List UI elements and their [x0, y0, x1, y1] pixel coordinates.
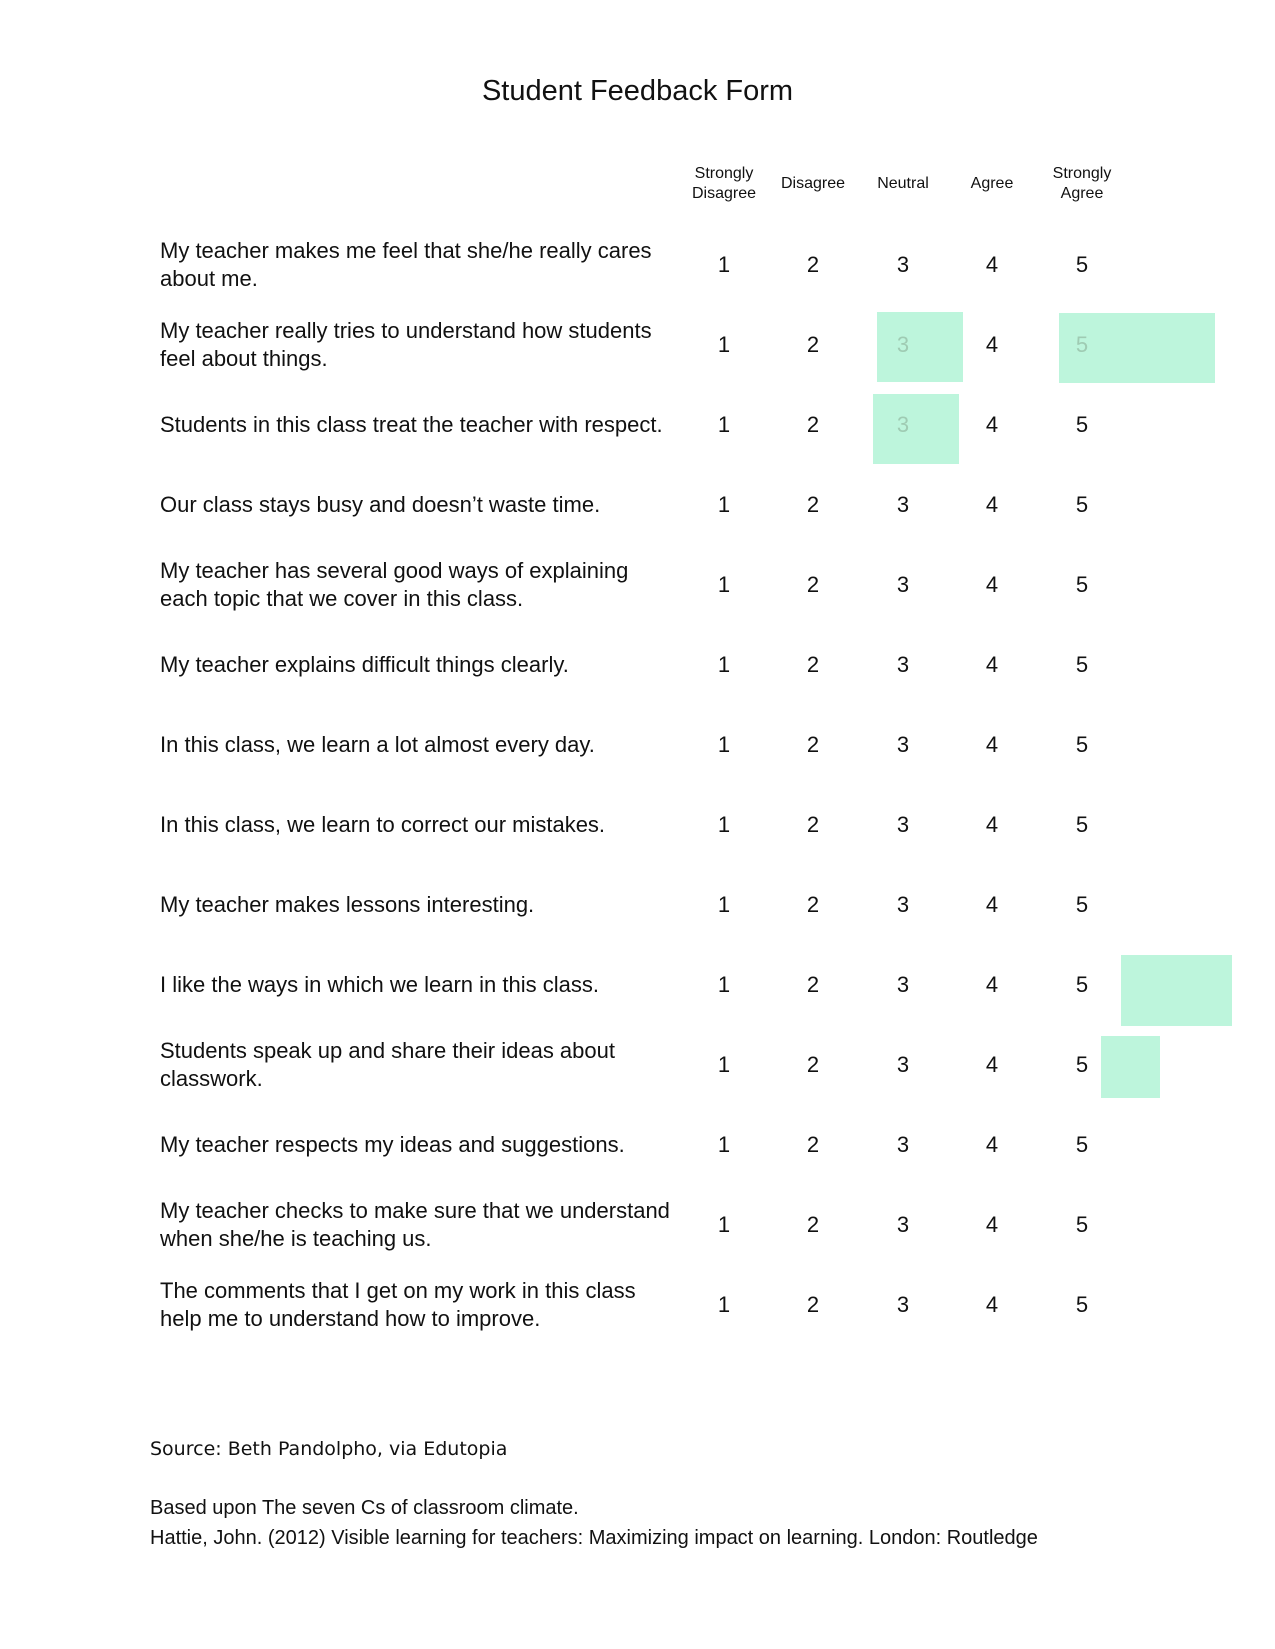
rating-option-strongly-agree[interactable]: 5: [1075, 892, 1089, 917]
rating-option-neutral[interactable]: 3: [896, 652, 910, 677]
rating-option-neutral[interactable]: 3: [896, 892, 910, 917]
rating-option-strongly-disagree[interactable]: 1: [717, 1212, 731, 1237]
feedback-item-row: [0, 395, 1275, 455]
page-title: Student Feedback Form: [481, 75, 794, 107]
rating-option-neutral[interactable]: 3: [896, 412, 910, 437]
rating-option-strongly-disagree[interactable]: 1: [717, 572, 731, 597]
item-statement: Students speak up and share their ideas about classwork.: [160, 1038, 615, 1091]
rating-option-strongly-agree[interactable]: 5: [1075, 652, 1089, 677]
item-statement: My teacher has several good ways of explaining each topic that we cover in this class.: [160, 558, 629, 611]
citation-line-1: Based upon The seven Cs of classroom climate.: [150, 1497, 579, 1519]
rating-option-disagree[interactable]: 2: [806, 572, 820, 597]
rating-option-agree[interactable]: 4: [985, 1132, 999, 1157]
rating-option-strongly-agree[interactable]: 5: [1075, 732, 1089, 757]
item-statement: I like the ways in which we learn in this class.: [160, 972, 599, 997]
rating-option-neutral[interactable]: 3: [896, 492, 910, 517]
rating-option-agree[interactable]: 4: [985, 1292, 999, 1317]
source-note: Source: Beth Pandolpho, via Edutopia: [150, 1438, 508, 1460]
item-statement: The comments that I get on my work in this class help me to understand how to improve.: [160, 1278, 636, 1331]
rating-option-strongly-disagree[interactable]: 1: [717, 972, 731, 997]
rating-option-disagree[interactable]: 2: [806, 972, 820, 997]
rating-option-strongly-agree[interactable]: 5: [1075, 1052, 1089, 1077]
rating-option-strongly-disagree[interactable]: 1: [717, 412, 731, 437]
rating-option-neutral[interactable]: 3: [896, 572, 910, 597]
item-statement: Our class stays busy and doesn’t waste time.: [160, 492, 601, 517]
rating-option-strongly-agree[interactable]: 5: [1075, 412, 1089, 437]
rating-option-neutral[interactable]: 3: [896, 812, 910, 837]
rating-option-disagree[interactable]: 2: [806, 1132, 820, 1157]
rating-option-neutral[interactable]: 3: [896, 332, 910, 357]
feedback-item-row: [0, 635, 1275, 695]
rating-option-neutral[interactable]: 3: [896, 1132, 910, 1157]
rating-option-neutral[interactable]: 3: [896, 252, 910, 277]
rating-option-strongly-disagree[interactable]: 1: [717, 332, 731, 357]
rating-option-neutral[interactable]: 3: [896, 732, 910, 757]
rating-option-disagree[interactable]: 2: [806, 732, 820, 757]
rating-option-neutral[interactable]: 3: [896, 1292, 910, 1317]
scale-label-disagree: Disagree: [780, 175, 846, 192]
rating-option-disagree[interactable]: 2: [806, 412, 820, 437]
item-statement: Students in this class treat the teacher with respect.: [160, 412, 663, 437]
rating-option-agree[interactable]: 4: [985, 972, 999, 997]
feedback-item-row: [0, 875, 1275, 935]
scale-label-neutral: Neutral: [877, 175, 929, 192]
rating-option-strongly-disagree[interactable]: 1: [717, 1132, 731, 1157]
rating-option-strongly-disagree[interactable]: 1: [717, 252, 731, 277]
rating-option-neutral[interactable]: 3: [896, 972, 910, 997]
rating-option-disagree[interactable]: 2: [806, 812, 820, 837]
rating-option-agree[interactable]: 4: [985, 332, 999, 357]
rating-option-agree[interactable]: 4: [985, 1052, 999, 1077]
item-statement: My teacher checks to make sure that we understand when she/he is teaching us.: [160, 1198, 670, 1251]
rating-option-strongly-disagree[interactable]: 1: [717, 492, 731, 517]
rating-option-strongly-agree[interactable]: 5: [1075, 1132, 1089, 1157]
feedback-item-row: [0, 795, 1275, 855]
rating-option-agree[interactable]: 4: [985, 652, 999, 677]
feedback-item-row: [0, 1035, 1275, 1095]
rating-option-disagree[interactable]: 2: [806, 1292, 820, 1317]
rating-option-strongly-disagree[interactable]: 1: [717, 812, 731, 837]
rating-option-strongly-disagree[interactable]: 1: [717, 652, 731, 677]
feedback-item-row: [0, 1195, 1275, 1255]
scale-label-agree: Agree: [970, 175, 1014, 192]
rating-option-strongly-agree[interactable]: 5: [1075, 252, 1089, 277]
rating-option-strongly-disagree[interactable]: 1: [717, 1292, 731, 1317]
feedback-item-row: [0, 475, 1275, 535]
rating-option-disagree[interactable]: 2: [806, 252, 820, 277]
rating-option-disagree[interactable]: 2: [806, 492, 820, 517]
rating-option-agree[interactable]: 4: [985, 492, 999, 517]
feedback-item-row: [0, 955, 1275, 1015]
rating-option-agree[interactable]: 4: [985, 812, 999, 837]
citation-line-2: Hattie, John. (2012) Visible learning for teachers: Maximizing impact on learning. London: Routledge: [150, 1527, 1038, 1549]
item-statement: My teacher explains difficult things clearly.: [160, 652, 569, 677]
rating-option-strongly-agree[interactable]: 5: [1075, 1212, 1089, 1237]
rating-option-strongly-disagree[interactable]: 1: [717, 892, 731, 917]
rating-option-strongly-agree[interactable]: 5: [1075, 332, 1089, 357]
feedback-item-row: [0, 1275, 1275, 1335]
rating-option-agree[interactable]: 4: [985, 732, 999, 757]
rating-option-strongly-agree[interactable]: 5: [1075, 972, 1089, 997]
feedback-item-row: [0, 715, 1275, 775]
rating-option-agree[interactable]: 4: [985, 892, 999, 917]
feedback-item-row: [0, 315, 1275, 375]
scale-label-strongly-agree: Strongly Agree: [1052, 165, 1112, 202]
item-statement: My teacher really tries to understand how students feel about things.: [160, 318, 652, 371]
feedback-item-row: [0, 235, 1275, 295]
citation: [150, 1493, 1038, 1553]
rating-option-neutral[interactable]: 3: [896, 1052, 910, 1077]
rating-option-strongly-agree[interactable]: 5: [1075, 492, 1089, 517]
rating-option-disagree[interactable]: 2: [806, 332, 820, 357]
rating-option-disagree[interactable]: 2: [806, 892, 820, 917]
rating-option-neutral[interactable]: 3: [896, 1212, 910, 1237]
item-statement: In this class, we learn to correct our mistakes.: [160, 812, 606, 837]
rating-option-disagree[interactable]: 2: [806, 1212, 820, 1237]
item-statement: In this class, we learn a lot almost every day.: [160, 732, 595, 757]
scale-label-strongly-disagree: Strongly Disagree: [691, 165, 757, 202]
rating-option-strongly-disagree[interactable]: 1: [717, 1052, 731, 1077]
feedback-item-row: [0, 555, 1275, 615]
item-statement: My teacher respects my ideas and suggestions.: [160, 1132, 625, 1157]
rating-option-agree[interactable]: 4: [985, 572, 999, 597]
feedback-item-row: [0, 1115, 1275, 1175]
rating-option-strongly-agree[interactable]: 5: [1075, 1292, 1089, 1317]
rating-option-strongly-agree[interactable]: 5: [1075, 572, 1089, 597]
rating-option-disagree[interactable]: 2: [806, 1052, 820, 1077]
rating-option-disagree[interactable]: 2: [806, 652, 820, 677]
rating-option-agree[interactable]: 4: [985, 252, 999, 277]
item-statement: My teacher makes me feel that she/he really cares about me.: [160, 238, 652, 291]
rating-option-strongly-agree[interactable]: 5: [1075, 812, 1089, 837]
item-statement: My teacher makes lessons interesting.: [160, 892, 535, 917]
rating-option-agree[interactable]: 4: [985, 412, 999, 437]
rating-option-agree[interactable]: 4: [985, 1212, 999, 1237]
rating-option-strongly-disagree[interactable]: 1: [717, 732, 731, 757]
